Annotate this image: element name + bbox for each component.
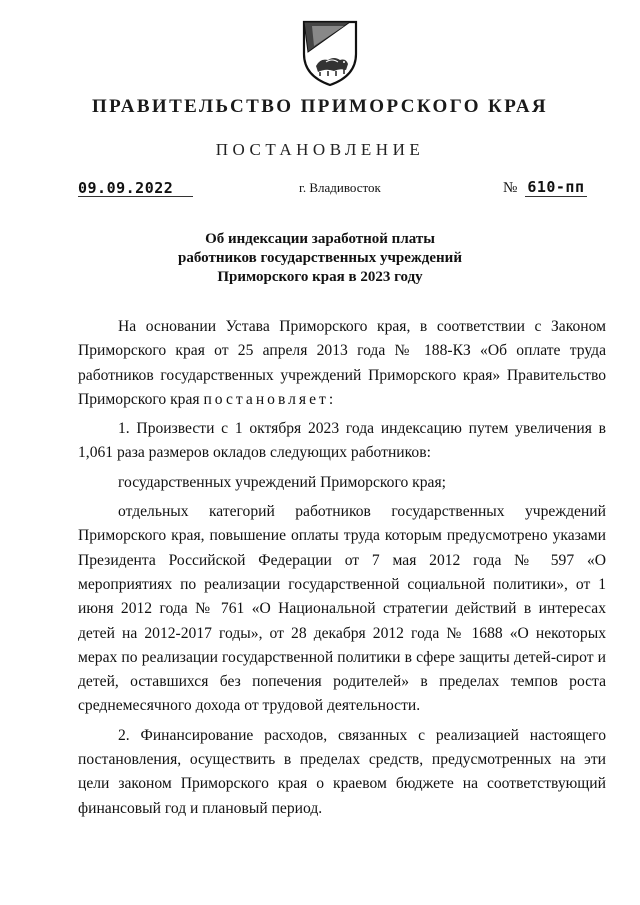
title-line-2: работников государственных учреждений: [178, 250, 462, 266]
document-body: [78, 315, 606, 821]
number-value: 610-пп: [527, 178, 585, 196]
item-2-paragraph: 2. Финансирование расходов, связанных с реализацией настоящего постановления, осуществить в пределах средств, предусмотренных на эти цели законом Приморского края о краевом бюджете на соответствующий финансовый год и плановый период.: [78, 726, 606, 817]
preamble-paragraph: [78, 315, 606, 412]
item-1-paragraph: 1. Произвести с 1 октября 2023 года индексацию путем увеличения в 1,061 раза размеров окладов следующих работников:: [78, 420, 606, 462]
document-title: [0, 230, 640, 287]
document-date: 09.09.2022: [78, 180, 193, 197]
coat-of-arms-icon: [298, 18, 362, 88]
number-sign: №: [503, 180, 518, 196]
preamble-text: На основании Устава Приморского края, в соответствии с Законом Приморского края от 25 апреля 2013 года № 188-КЗ «Об оплате труда работников государственных учреждений Приморского края» Правительство Приморского края: [78, 318, 606, 408]
preamble-decree-word: постановляет:: [203, 390, 337, 408]
item-1-b-paragraph: отдельных категорий работников государственных учреждений Приморского края, повышение оплаты труда которым предусмотрено указами Президента Российской Федерации от 7 мая 2012 года № 597 «О мероприятиях по реализации государственной социальной политики», от 1 июня 2012 года № 761 «О Национальной стратегии действий в интересах детей на 2012-2017 годы», от 28 декабря 2012 года № 1688 «О некоторых мерах по реализации государственной политики в сфере защиты детей-сирот и детей, оставшихся без попечения родителей» в пределах темпов роста среднемесячного дохода от трудовой деятельности.: [78, 503, 606, 715]
title-line-1: Об индексации заработной платы: [205, 231, 435, 247]
document-city: г. Владивосток: [299, 180, 381, 195]
item-1-a-paragraph: государственных учреждений Приморского края;: [118, 473, 446, 491]
document-type: ПОСТАНОВЛЕНИЕ: [215, 140, 425, 159]
document-number: [503, 178, 587, 197]
government-title: ПРАВИТЕЛЬСТВО ПРИМОРСКОГО КРАЯ: [91, 96, 549, 117]
title-line-3: Приморского края в 2023 году: [217, 269, 423, 285]
